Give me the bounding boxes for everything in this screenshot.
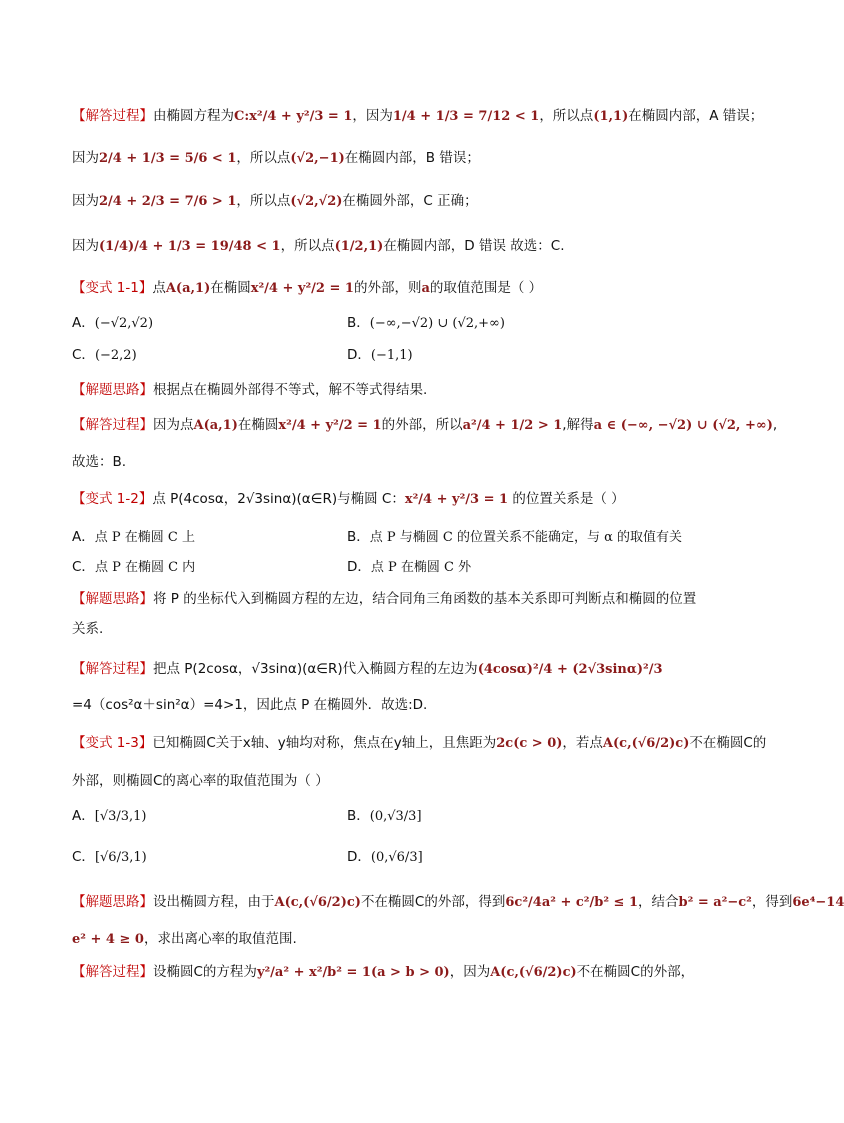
option-text: [√6/3,1) xyxy=(94,850,147,865)
math-expression: A(c,(√6/2)c) xyxy=(490,965,577,980)
body-text: ，所以点 xyxy=(236,193,291,209)
body-text: 设出椭圆方程，由于 xyxy=(153,894,275,910)
option-a xyxy=(72,313,153,334)
math-expression: x²/4 + y²/3 = 1 xyxy=(404,492,509,507)
section-tag: 【解题思路】 xyxy=(72,591,153,607)
math-expression: b² = a²−c² xyxy=(678,895,752,910)
text-line xyxy=(72,236,726,257)
option-label: B． xyxy=(347,315,370,331)
option-label: C． xyxy=(72,849,95,865)
option-text: (−2,2) xyxy=(94,348,137,363)
section-tag: 【解答过程】 xyxy=(72,661,153,677)
math-expression: C:x²/4 + y²/3 = 1 xyxy=(234,109,353,124)
option-text: [√3/3,1) xyxy=(94,809,147,824)
text-line xyxy=(72,589,726,609)
math-expression: x²/4 + y²/2 = 1 xyxy=(278,418,382,433)
option-c xyxy=(72,557,195,578)
math-expression: 2c(c > 0) xyxy=(496,736,563,751)
body-text: 将 P 的坐标代入到椭圆方程的左边，结合同角三角函数的基本关系即可判断点和椭圆的位置 xyxy=(153,591,697,607)
text-line xyxy=(72,733,767,754)
body-text: 在椭圆内部，D 错误 故选：C. xyxy=(383,238,565,254)
math-expression: A(c,(√6/2)c) xyxy=(602,736,690,751)
text-line xyxy=(72,771,726,791)
body-text: ,解得 xyxy=(562,417,594,433)
body-text: 关系. xyxy=(72,621,104,637)
body-text: 把点 P(2cosα，√3sinα)(α∈R)代入椭圆方程的左边为 xyxy=(153,661,478,677)
body-text: 根据点在椭圆外部得不等式，解不等式得结果. xyxy=(153,382,428,398)
math-expression: (1/2,1) xyxy=(334,239,384,254)
body-text: 的外部，则 xyxy=(353,280,422,296)
body-text: 的位置关系是（ ） xyxy=(508,491,625,507)
option-text: 点 P 在椭圆 C 上 xyxy=(94,530,195,545)
math-expression: (√2,√2) xyxy=(290,194,343,209)
option-a xyxy=(72,527,195,548)
body-text: 外部，则椭圆C的离心率的取值范围为（ ） xyxy=(72,773,329,789)
text-line xyxy=(72,106,764,127)
body-text: 已知椭圆C关于x轴、y轴均对称，焦点在y轴上，且焦距为 xyxy=(152,735,497,751)
option-c xyxy=(72,847,147,868)
math-expression: a xyxy=(421,281,430,296)
text-line xyxy=(72,452,726,472)
body-text: 点 P(4cosα，2√3sinα)(α∈R)与椭圆 C： xyxy=(152,491,405,507)
body-text: 在椭圆外部，C 正确； xyxy=(342,193,478,209)
body-text: =4（cos²α＋sin²α）=4>1，因此点 P 在椭圆外．故选:D. xyxy=(72,697,428,713)
body-text: ，所以点 xyxy=(280,238,335,254)
body-text: ，因为 xyxy=(449,964,491,980)
text-line xyxy=(72,148,726,169)
section-tag: 【解题思路】 xyxy=(72,894,153,910)
math-expression: e² + 4 ≥ 0 xyxy=(72,932,144,947)
body-text: 点 xyxy=(152,280,166,296)
body-text: 的外部，所以 xyxy=(381,417,463,433)
body-text: 在椭圆内部，B 错误； xyxy=(344,150,480,166)
math-expression: y²/a² + x²/b² = 1(a > b > 0) xyxy=(256,965,450,980)
section-tag: 【变式 1-2】 xyxy=(72,491,153,507)
math-expression: 2/4 + 2/3 = 7/6 > 1 xyxy=(99,194,237,209)
body-text: 不在椭圆C的外部，得到 xyxy=(360,894,506,910)
text-line xyxy=(72,619,726,639)
option-d xyxy=(347,557,471,578)
body-text: 由椭圆方程为 xyxy=(153,108,234,124)
math-expression: x²/4 + y²/2 = 1 xyxy=(250,281,354,296)
math-expression: (1,1) xyxy=(593,109,629,124)
body-text: ，求出离心率的取值范围. xyxy=(143,931,297,947)
option-label: C． xyxy=(72,559,95,575)
math-expression: A(c,(√6/2)c) xyxy=(274,895,361,910)
option-text: 点 P 在椭圆 C 内 xyxy=(94,560,196,575)
text-line xyxy=(72,659,726,680)
option-label: C． xyxy=(72,347,95,363)
option-a xyxy=(72,806,147,827)
body-text: ，若点 xyxy=(562,735,603,751)
body-text: 因为 xyxy=(72,193,99,209)
math-expression: A(a,1) xyxy=(165,281,211,296)
section-tag: 【解题思路】 xyxy=(72,382,153,398)
body-text: 因为点 xyxy=(153,417,194,433)
text-line xyxy=(72,929,726,950)
text-line xyxy=(72,191,726,212)
math-expression: a ∈ (−∞, −√2) ∪ (√2, +∞) xyxy=(593,418,773,433)
body-text: ，所以点 xyxy=(539,108,594,124)
option-text: (−√2,√2) xyxy=(94,316,154,331)
option-b xyxy=(347,527,682,548)
text-line xyxy=(72,962,726,983)
text-line xyxy=(72,278,726,299)
option-label: D． xyxy=(347,559,371,575)
option-label: A． xyxy=(72,315,95,331)
text-line xyxy=(72,380,726,400)
option-b xyxy=(347,806,422,827)
section-tag: 【解答过程】 xyxy=(72,417,153,433)
option-d xyxy=(347,847,423,868)
math-expression: 1/4 + 1/3 = 7/12 < 1 xyxy=(392,109,540,124)
body-text: ，所以点 xyxy=(236,150,291,166)
option-text: 点 P 与椭圆 C 的位置关系不能确定，与 α 的取值有关 xyxy=(369,530,683,545)
option-label: A． xyxy=(72,529,95,545)
body-text: 因为 xyxy=(72,150,99,166)
math-expression: a²/4 + 1/2 > 1 xyxy=(462,418,563,433)
option-c xyxy=(72,345,137,366)
text-line xyxy=(72,489,726,510)
option-b xyxy=(347,313,505,334)
body-text: 因为 xyxy=(72,238,99,254)
body-text: 在椭圆 xyxy=(210,280,251,296)
option-label: B． xyxy=(347,808,370,824)
body-text: ，因为 xyxy=(352,108,393,124)
math-expression: 2/4 + 1/3 = 5/6 < 1 xyxy=(99,151,237,166)
section-tag: 【解答过程】 xyxy=(72,964,153,980)
body-text: ，得到 xyxy=(751,894,793,910)
body-text: ，结合 xyxy=(638,894,679,910)
text-line xyxy=(72,892,844,913)
text-line xyxy=(72,415,778,436)
option-d xyxy=(347,345,413,366)
math-expression: (1/4)/4 + 1/3 = 19/48 < 1 xyxy=(99,239,281,254)
math-expression: A(a,1) xyxy=(193,418,238,433)
body-text: 设椭圆C的方程为 xyxy=(153,964,257,980)
option-text: 点 P 在椭圆 C 外 xyxy=(370,560,472,575)
section-tag: 【解答过程】 xyxy=(72,108,153,124)
section-tag: 【变式 1-1】 xyxy=(72,280,153,296)
body-text: 的取值范围是（ ） xyxy=(429,280,543,296)
option-label: A． xyxy=(72,808,95,824)
option-label: B． xyxy=(347,529,370,545)
option-text: (−1,1) xyxy=(370,348,413,363)
math-expression: 6e⁴−14 xyxy=(792,895,844,910)
option-label: D． xyxy=(347,347,371,363)
body-text: 故选：B. xyxy=(72,454,127,470)
option-text: (0,√6/3] xyxy=(370,850,423,865)
section-tag: 【变式 1-3】 xyxy=(72,735,153,751)
text-line xyxy=(72,695,726,715)
option-text: (−∞,−√2) ∪ (√2,+∞) xyxy=(369,316,505,331)
body-text: 在椭圆内部，A 错误； xyxy=(628,108,764,124)
math-expression: 6c²/4a² + c²/b² ≤ 1 xyxy=(505,895,639,910)
body-text: 不在椭圆C的外部， xyxy=(576,964,695,980)
body-text: 在椭圆 xyxy=(237,417,279,433)
body-text: 不在椭圆C的 xyxy=(689,735,767,751)
math-expression: (4cosα)²/4 + (2√3sinα)²/3 xyxy=(477,662,663,677)
option-text: (0,√3/3] xyxy=(369,809,422,824)
body-text: , xyxy=(772,417,778,433)
math-expression: (√2,−1) xyxy=(290,151,345,166)
option-label: D． xyxy=(347,849,371,865)
